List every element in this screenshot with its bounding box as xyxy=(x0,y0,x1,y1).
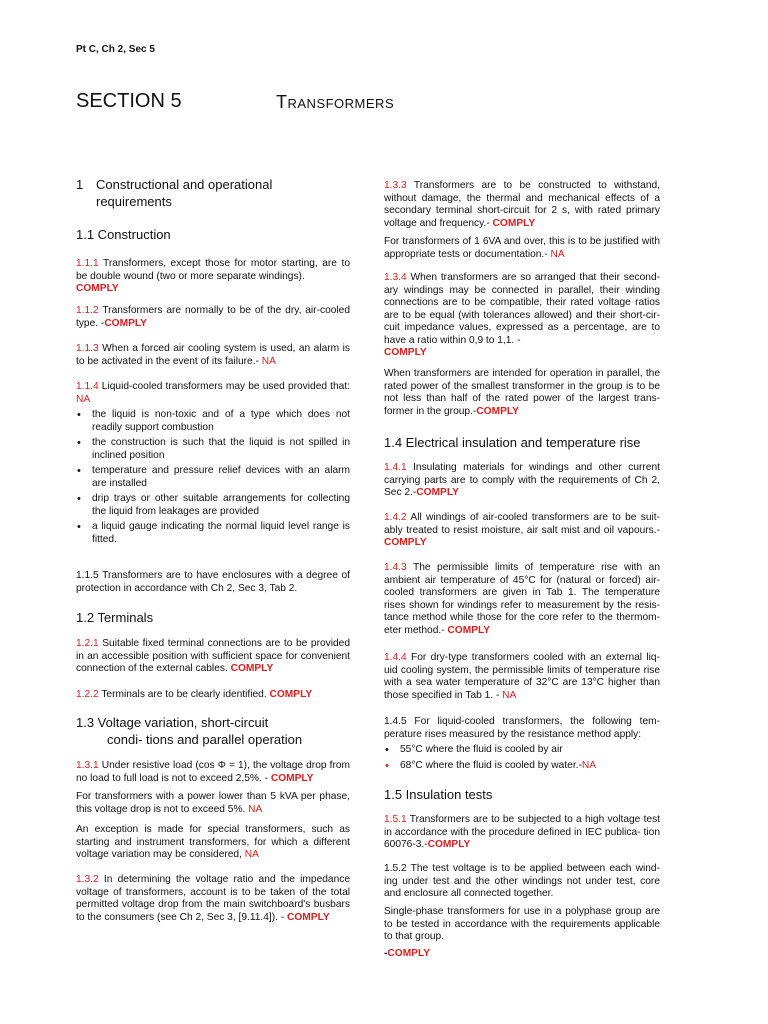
para-1-4-2: 1.4.2 All windings of air-cooled transformers are to be suit- ably treated to resist moisture, air salt mist and oil vapours.- COMPLY xyxy=(384,512,660,548)
para-1-4-1: 1.4.1 Insulating materials for windings and other current carrying parts are to comply with the requirements of Ch 2, Sec 2.-COMPLY xyxy=(384,462,660,498)
list-item: • drip trays or other suitable arrangements for collecting the liquid from leakages are provided xyxy=(92,493,350,518)
para-1-3-3-b: For transformers of 1 6VA and over, this is to be justified with appropriate tests or documentation.- NA xyxy=(384,236,660,260)
para-1-3-1-b: For transformers with a power lower than 5 kVA per phase, this voltage drop is not to exceed 5%. NA xyxy=(76,791,350,815)
para-1-3-1: 1.3.1 Under resistive load (cos Φ = 1), the voltage drop from no load to full load is not to exceed 2,5%. - COMPLY xyxy=(76,760,350,784)
liquid-cooled-requirements-list xyxy=(76,409,350,546)
heading-1-3: 1.3 Voltage variation, short-circuit condi- tions and parallel operation xyxy=(76,715,303,747)
list-item: • 55°C where the fluid is cooled by air xyxy=(400,744,660,757)
para-1-1-1: 1.1.1 Transformers, except those for motor starting, are to be double wound (two or more separate windings). COMPLY xyxy=(76,258,350,294)
para-1-3-4-b: When transformers are intended for operation in parallel, the rated power of the smallest transformer in the group is to be not less than half of the rated power of the largest trans- former in the group.-COMPLY xyxy=(384,368,660,417)
heading-1: 1 Constructional and operational requirements xyxy=(76,177,273,209)
para-1-1-5: 1.1.5 Transformers are to have enclosures with a degree of protection in accordance with Ch 2, Sec 3, Tab 2. xyxy=(76,570,350,594)
para-1-3-2: 1.3.2 In determining the voltage ratio and the impedance voltage of transformers, account is to be taken of the total permitted voltage drop from the main switchboard's busbars to the consumers (see Ch 2, Sec 3, [9.11.4]). - COMPLY xyxy=(76,874,350,923)
list-item: • the construction is such that the liquid is not spilled in inclined position xyxy=(92,437,350,462)
list-item: • temperature and pressure relief devices with an alarm are installed xyxy=(92,465,350,490)
list-item: • a liquid gauge indicating the normal liquid level range is fitted. xyxy=(92,521,350,546)
para-1-3-3: 1.3.3 Transformers are to be constructed to withstand, without damage, the thermal and mechanical effects of a secondary terminal short-circuit for 2 s, with rated primary voltage and frequency.- COMPLY xyxy=(384,180,660,229)
running-header: Pt C, Ch 2, Sec 5 xyxy=(76,44,155,55)
para-1-1-3: 1.1.3 When a forced air cooling system is used, an alarm is to be activated in the event of its failure.- NA xyxy=(76,343,350,367)
para-1-2-1: 1.2.1 Suitable fixed terminal connections are to be provided in an accessible position with sufficient space for convenient connection of the external cables. COMPLY xyxy=(76,638,350,674)
final-compliance-tag: -COMPLY xyxy=(384,948,431,959)
para-1-5-1: 1.5.1 Transformers are to be subjected to a high voltage test in accordance with the procedure defined in IEC publica- tion 60076-3.-COMPLY xyxy=(384,814,660,850)
section-number: SECTION 5 xyxy=(76,90,182,112)
para-1-4-5: 1.4.5 For liquid-cooled transformers, the following tem- perature rises measured by the resistance method apply: • 55°C where the fluid is cooled by air • 68°C where the fluid is cooled by water.-NA xyxy=(384,716,660,775)
para-1-5-2: 1.5.2 The test voltage is to be applied between each wind- ing under test and the other windings not under test, core and enclosure all connected together. xyxy=(384,863,660,899)
para-1-4-3: 1.4.3 The permissible limits of temperature rise with an ambient air temperature of 45°C for (natural or forced) air-cooled transformers are given in Tab 1. The temperature rises shown for windings refer to measurement by the resis- tance method while those for the core refer to the thermom- eter method.- COMPLY xyxy=(384,562,660,636)
para-1-5-2-b: Single-phase transformers for use in a polyphase group are to be tested in accordance with the requirements applicable to that group. xyxy=(384,906,660,942)
list-item: • the liquid is non-toxic and of a type which does not readily support combustion xyxy=(92,409,350,434)
heading-1-4: 1.4 Electrical insulation and temperature rise xyxy=(384,435,641,450)
section-title: Transformers xyxy=(276,92,395,112)
temperature-rise-list xyxy=(384,744,660,772)
heading-1-5: 1.5 Insulation tests xyxy=(384,787,493,802)
para-1-2-2: 1.2.2 Terminals are to be clearly identified. COMPLY xyxy=(76,689,313,700)
para-1-3-4: 1.3.4 When transformers are so arranged that their second- ary windings may be connected in parallel, their winding connections are to be compatible, their rated voltage ratios are to be equal (with tolerances allowed) and their short-cir- cuit impedance values, expressed as a percentage, are to have a ratio within 0,9 to 1,1. - COMPLY xyxy=(384,272,660,358)
list-item: • 68°C where the fluid is cooled by water.-NA xyxy=(400,760,660,773)
para-1-3-1-c: An exception is made for special transformers, such as starting and instrument transformers, for which a different voltage variation may be considered, NA xyxy=(76,824,350,860)
para-1-1-2: 1.1.2 Transformers are normally to be of the dry, air-cooled type. -COMPLY xyxy=(76,305,350,329)
para-1-4-4: 1.4.4 For dry-type transformers cooled with an external liq- uid cooling system, the permissible limits of temperature rise with a sea water temperature of 32°C are 13°C higher than those specified in Tab 1. - NA xyxy=(384,652,660,701)
heading-1-1: 1.1 Construction xyxy=(76,227,171,242)
para-1-1-4: 1.1.4 Liquid-cooled transformers may be used provided that: NA • the liquid is non-toxic and of a type which does not readily support combustion • the construction is such that the liquid is not spilled in inclined position • temperature and pressure relief devices with an alarm are installed • drip trays or other suitable arrangements for collecting the liquid from leakages are provided • a liquid gauge indicating the normal liquid level range is fitted. xyxy=(76,381,350,549)
heading-1-2: 1.2 Terminals xyxy=(76,610,154,625)
